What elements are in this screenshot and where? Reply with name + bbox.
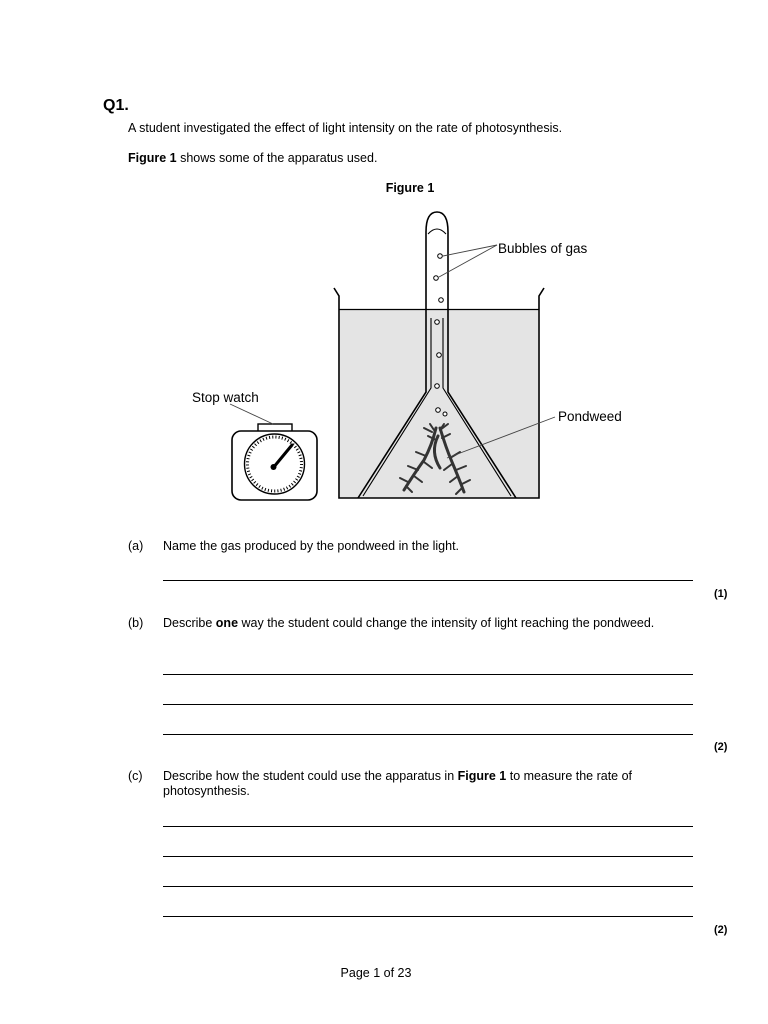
label-stopwatch: Stop watch	[192, 390, 259, 405]
part-b-text-after: way the student could change the intensity of light reaching the pondweed.	[238, 616, 655, 630]
question-number: Q1.	[103, 97, 129, 114]
answer-line[interactable]	[163, 674, 693, 675]
part-b-letter: (b)	[128, 616, 144, 630]
part-c-text-after: to measure the rate of photosynthesis.	[163, 769, 633, 798]
part-c-text	[163, 769, 693, 799]
part-c-letter: (c)	[128, 769, 143, 783]
figure-reference-bold: Figure 1	[128, 151, 177, 165]
figure-title: Figure 1	[385, 181, 435, 195]
question-intro: A student investigated the effect of light intensity on the rate of photosynthesis.	[128, 121, 563, 135]
label-pondweed: Pondweed	[558, 409, 622, 424]
part-c-text-bold: Figure 1	[457, 769, 507, 783]
answer-line[interactable]	[163, 826, 693, 827]
answer-line[interactable]	[163, 734, 693, 735]
answer-line[interactable]	[163, 886, 693, 887]
part-a-marks: (1)	[714, 588, 728, 600]
part-a-text: Name the gas produced by the pondweed in the light.	[163, 539, 460, 553]
page-number: Page 1 of 23	[340, 966, 412, 980]
part-b-marks: (2)	[714, 741, 728, 753]
part-b-text-before: Describe	[163, 616, 216, 630]
label-bubbles: Bubbles of gas	[498, 241, 588, 256]
part-b-text-bold: one	[215, 616, 239, 630]
part-c-text-before: Describe how the student could use the apparatus in	[163, 769, 458, 783]
answer-line[interactable]	[163, 580, 693, 581]
answer-line[interactable]	[163, 916, 693, 917]
water	[340, 310, 538, 498]
stopwatch	[232, 424, 317, 500]
answer-line[interactable]	[163, 856, 693, 857]
part-c-marks: (2)	[714, 924, 728, 936]
part-a-letter: (a)	[128, 539, 144, 553]
figure-reference-text: shows some of the apparatus used.	[176, 151, 378, 165]
answer-line[interactable]	[163, 704, 693, 705]
part-b-text	[163, 616, 693, 631]
